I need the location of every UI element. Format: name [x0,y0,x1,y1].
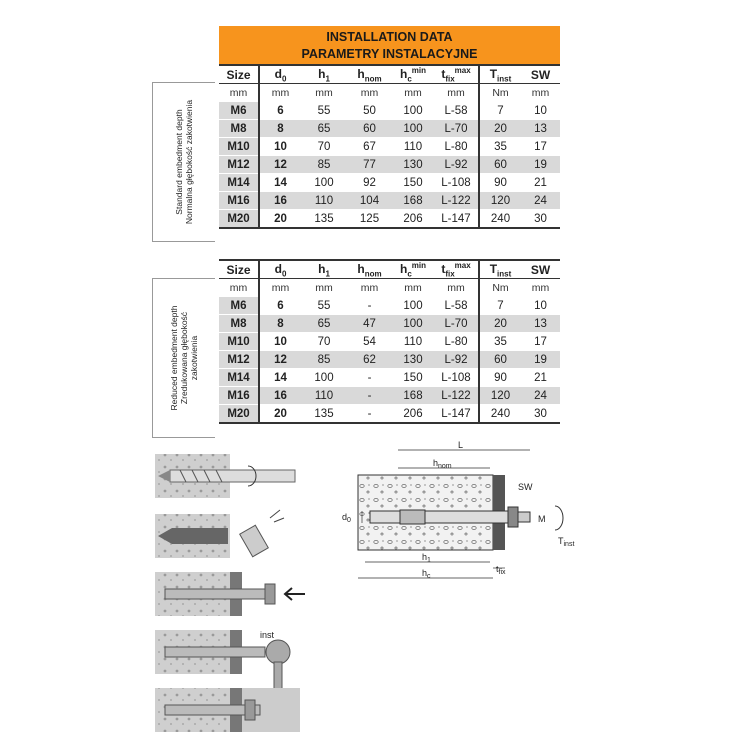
standard-side-label [152,82,215,242]
table-cell: 92 [347,174,392,192]
dim-sw: SW [518,482,533,492]
table-cell: 65 [301,315,347,333]
unit-cell: mm [315,86,333,99]
table-cell: 90 [479,369,521,387]
unit-cell: mm [404,86,422,99]
column-header-4: $h_c^{min}$ [392,260,434,279]
table-row [219,369,560,387]
table-cell: 67 [347,138,392,156]
table-cell: - [347,387,392,405]
installation-steps-figure [150,452,310,737]
table-cell: 30 [521,405,560,424]
table-cell: 100 [301,174,347,192]
table-cell: 60 [479,351,521,369]
table-cell: M8 [219,120,259,138]
table-cell: 20 [259,405,301,424]
table-cell: 47 [347,315,392,333]
table-cell: 12 [259,351,301,369]
table-cell: 85 [301,156,347,174]
table-cell: 60 [479,156,521,174]
table-cell: M20 [219,210,259,229]
table-row [219,351,560,369]
table-cell: 135 [301,405,347,424]
table-cell: 206 [392,210,434,229]
table-cell: 110 [392,333,434,351]
tbl-standard-header-row [219,65,560,84]
table-cell: 168 [392,387,434,405]
table-cell: 20 [479,315,521,333]
table-cell: M16 [219,192,259,210]
table-cell: 240 [479,210,521,229]
table-cell: 120 [479,387,521,405]
table-cell: 90 [479,174,521,192]
dim-hc: $h_c$ [422,568,431,580]
unit-cell: mm [531,86,550,99]
reduced-label-en: Reduced embedment depth [169,305,179,411]
dim-tinst: $T_{inst}$ [558,536,575,548]
unit-cell: mm [229,281,248,294]
table-cell: 62 [347,351,392,369]
table-cell: 100 [392,102,434,120]
table-cell: 19 [521,351,560,369]
table-cell: 110 [301,387,347,405]
table-cell: L-147 [434,210,479,229]
table-cell: 21 [521,174,560,192]
table-cell: L-147 [434,405,479,424]
table-cell: 55 [301,102,347,120]
standard-label-pl: Normalna głębokość zakotwienia [184,99,194,225]
table-cell: 55 [301,297,347,315]
unit-cell: mm [447,86,465,99]
table-cell: L-122 [434,387,479,405]
table-cell: L-58 [434,102,479,120]
table-cell: - [347,405,392,424]
unit-cell: Nm [479,84,521,102]
table-row [219,210,560,229]
standard-label-en: Standard embedment depth [174,109,184,215]
table-cell: 150 [392,369,434,387]
unit-cell: mm [360,86,379,99]
table-cell: 70 [301,138,347,156]
table-cell: 120 [479,192,521,210]
table-cell: L-92 [434,351,479,369]
column-header-7: SW [521,65,560,84]
reduced-label-pl: Zredukowana głębokość [179,311,189,405]
table-row [219,297,560,315]
table-row [219,156,560,174]
table-row [219,405,560,424]
table-cell: 60 [347,120,392,138]
column-header-7: SW [521,260,560,279]
table-row [219,120,560,138]
table-row [219,315,560,333]
table-cell: L-70 [434,120,479,138]
table-cell: L-58 [434,297,479,315]
table-cell: 206 [392,405,434,424]
table-cell: 100 [392,315,434,333]
table-cell: 7 [479,297,521,315]
title-line-2: PARAMETRY INSTALACYJNE [301,47,478,61]
column-header-2: $h_1$ [301,260,347,279]
table-cell: L-70 [434,315,479,333]
step-inst-label: inst [260,630,275,640]
table-cell: 8 [259,315,301,333]
table-cell: 100 [392,297,434,315]
table-cell: 24 [521,387,560,405]
table-cell: 35 [479,138,521,156]
table-cell: - [347,369,392,387]
table-cell: M10 [219,138,259,156]
table-cell: 16 [259,387,301,405]
table-row [219,333,560,351]
table-cell: M14 [219,174,259,192]
table-cell: M8 [219,315,259,333]
table-cell: 125 [347,210,392,229]
unit-cell: mm [259,279,301,297]
table-cell: 50 [347,102,392,120]
dim-m: M [538,514,546,524]
table-cell: 100 [301,369,347,387]
reduced-table [219,259,560,424]
column-header-6: $T_{inst}$ [479,260,521,279]
table-cell: 54 [347,333,392,351]
table-cell: 13 [521,315,560,333]
table-cell: 6 [259,297,301,315]
table-cell: 100 [392,120,434,138]
table-cell: L-108 [434,369,479,387]
table-cell: L-92 [434,156,479,174]
table-cell: 77 [347,156,392,174]
table-row [219,387,560,405]
column-header-2: $h_1$ [301,65,347,84]
table-cell: 13 [521,120,560,138]
table-cell: 240 [479,405,521,424]
unit-cell: mm [360,281,379,294]
column-header-4: $h_c^{min}$ [392,65,434,84]
table-cell: M20 [219,405,259,424]
table-cell: 135 [301,210,347,229]
table-cell: 130 [392,351,434,369]
unit-cell: mm [259,84,301,102]
table-cell: 17 [521,138,560,156]
step-drill [155,454,295,498]
column-header-1: $d_0$ [259,65,301,84]
table-cell: M12 [219,156,259,174]
dim-h1: $h_1$ [422,552,431,564]
table-cell: L-108 [434,174,479,192]
table-cell: 85 [301,351,347,369]
table-cell: 20 [259,210,301,229]
table-cell: 14 [259,369,301,387]
reduced-label-pl-2: zakotwienia [189,335,199,381]
table-cell: L-80 [434,138,479,156]
table-cell: 35 [479,333,521,351]
dim-hnom: $h_{nom}$ [433,458,452,470]
table-cell: M6 [219,102,259,120]
reduced-side-label [152,278,215,438]
table-cell: M16 [219,387,259,405]
unit-cell: Nm [479,279,521,297]
installation-data-title [219,26,560,66]
column-header-3: $h_{nom}$ [347,65,392,84]
table-cell: L-80 [434,333,479,351]
table-row [219,102,560,120]
table-cell: M6 [219,297,259,315]
table-cell: 20 [479,120,521,138]
table-cell: 6 [259,102,301,120]
column-header-5: $t_{fix}^{max}$ [434,65,479,84]
tbl-reduced-header-row [219,260,560,279]
column-header-6: $T_{inst}$ [479,65,521,84]
table-cell: 10 [259,333,301,351]
step-clean [155,510,284,558]
dim-d0: $d_0$ [342,512,351,524]
table-cell: 19 [521,156,560,174]
table-row [219,138,560,156]
dim-tfix: $t_{fix}$ [496,564,506,576]
table-cell: 24 [521,192,560,210]
table-cell: - [347,297,392,315]
table-cell: 10 [521,297,560,315]
table-cell: 168 [392,192,434,210]
table-cell: 150 [392,174,434,192]
table-row [219,174,560,192]
column-header-5: $t_{fix}^{max}$ [434,260,479,279]
tbl-standard-units-row [219,84,560,102]
step-insert [155,572,305,616]
table-cell: M10 [219,333,259,351]
unit-cell: mm [315,281,333,294]
dim-L: L [458,440,464,450]
title-line-1: INSTALLATION DATA [326,30,453,44]
table-cell: 70 [301,333,347,351]
column-header-0: Size [219,260,259,279]
table-cell: 65 [301,120,347,138]
table-cell: 8 [259,120,301,138]
table-cell: 104 [347,192,392,210]
table-cell: 17 [521,333,560,351]
table-cell: M12 [219,351,259,369]
table-cell: L-122 [434,192,479,210]
table-cell: 110 [392,138,434,156]
unit-cell: mm [229,86,248,99]
tbl-reduced-units-row [219,279,560,297]
unit-cell: mm [404,281,422,294]
table-cell: 7 [479,102,521,120]
unit-cell: mm [531,281,550,294]
column-header-0: Size [219,65,259,84]
table-cell: 10 [521,102,560,120]
table-cell: 21 [521,369,560,387]
column-header-3: $h_{nom}$ [347,260,392,279]
column-header-1: $d_0$ [259,260,301,279]
anchor-dimension-diagram [330,440,590,590]
table-row [219,192,560,210]
unit-cell: mm [447,281,465,294]
table-cell: 130 [392,156,434,174]
table-cell: 30 [521,210,560,229]
table-cell: 10 [259,138,301,156]
table-cell: M14 [219,369,259,387]
table-cell: 12 [259,156,301,174]
table-cell: 16 [259,192,301,210]
step-installed [155,688,300,732]
table-cell: 110 [301,192,347,210]
standard-table [219,64,560,229]
table-cell: 14 [259,174,301,192]
